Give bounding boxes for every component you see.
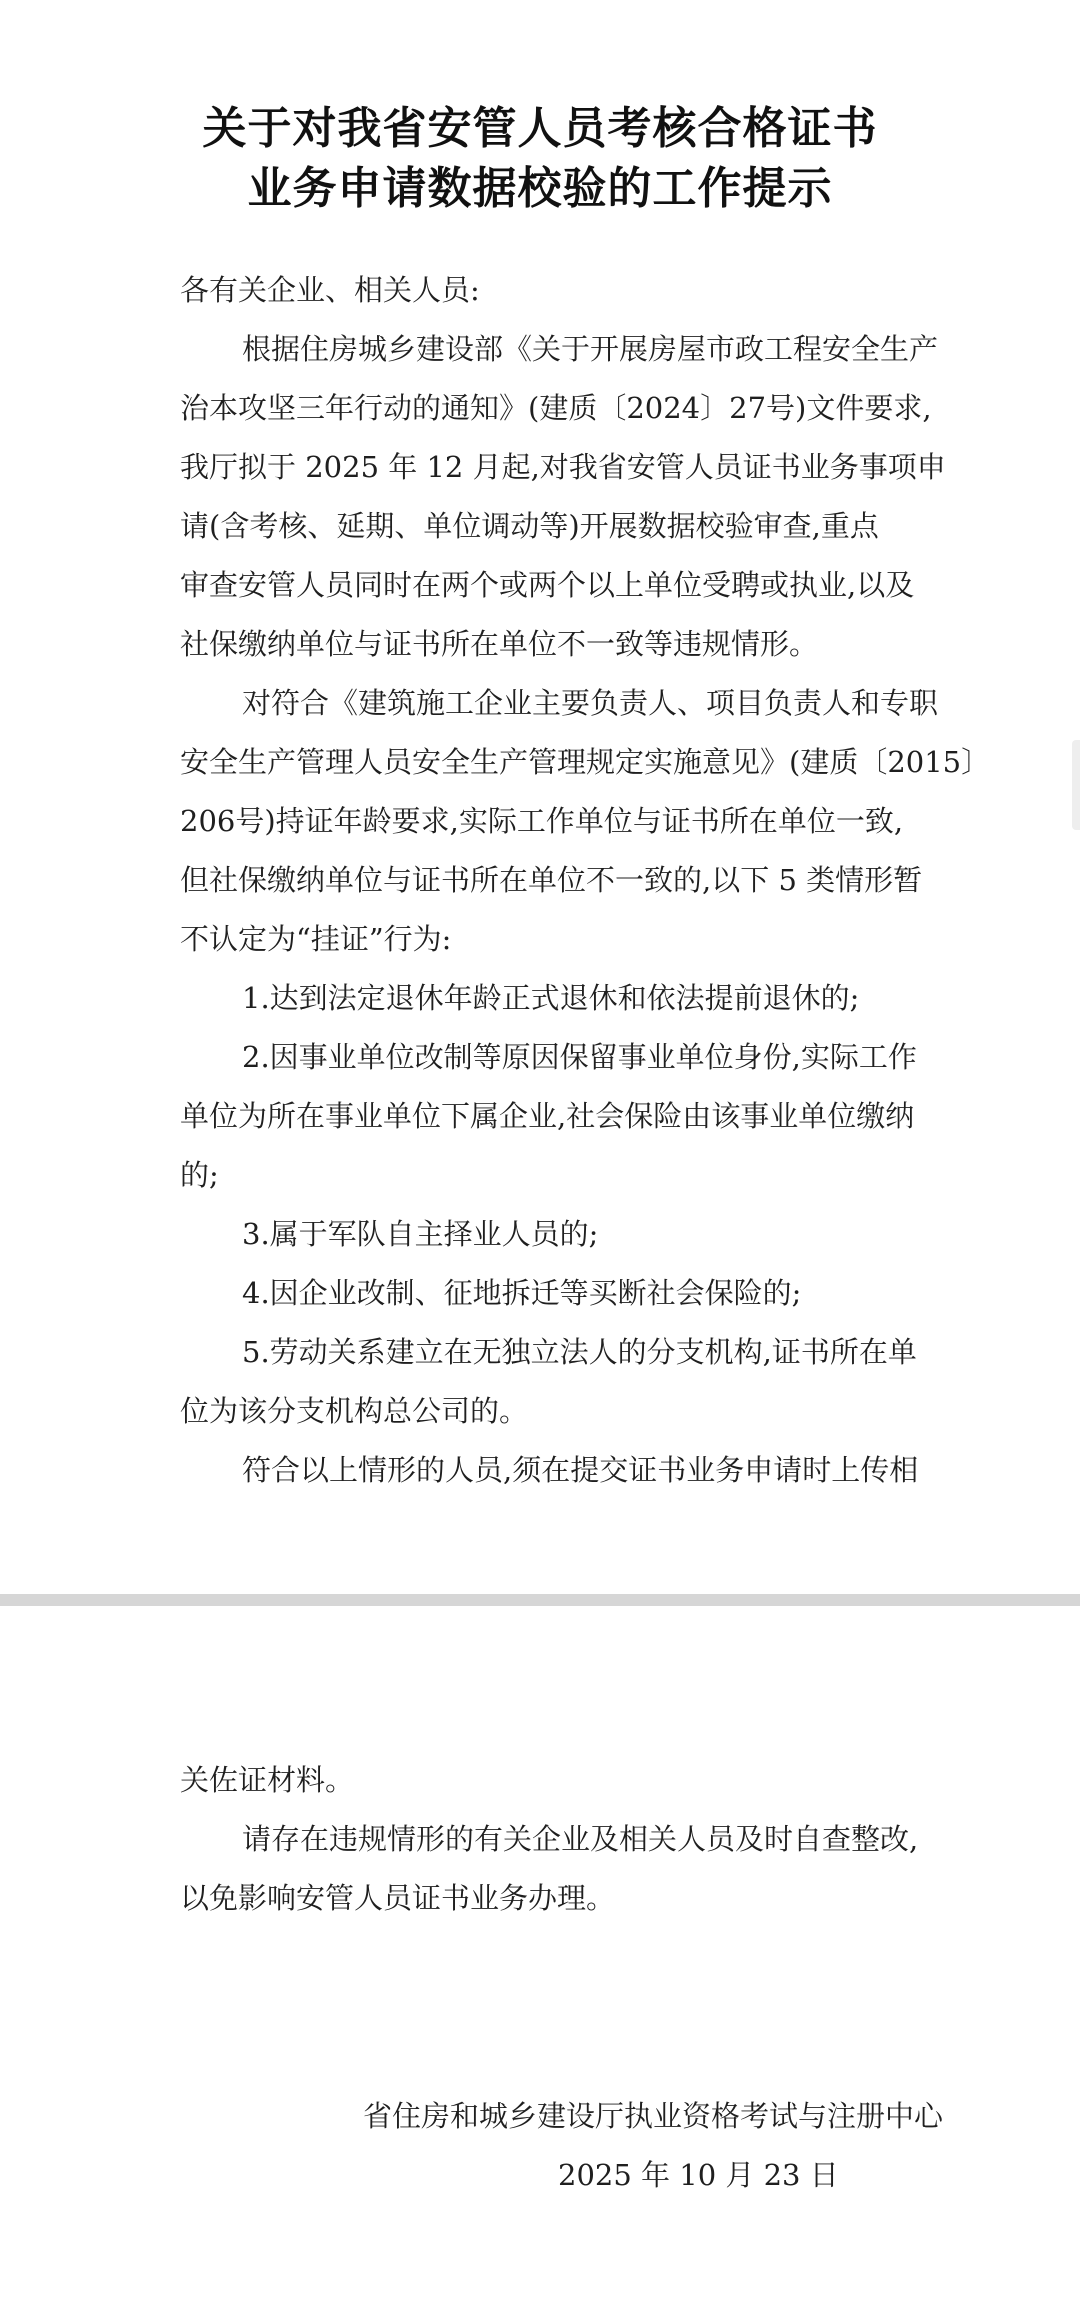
- paragraph-line: 请存在违规情形的有关企业及相关人员及时自查整改,: [242, 1822, 919, 1856]
- paragraph-line: 请(含考核、延期、单位调动等)开展数据校验审查,重点: [180, 509, 879, 543]
- paragraph-line: 的;: [180, 1158, 219, 1192]
- paragraph-line: 对符合《建筑施工企业主要负责人、项目负责人和专职: [242, 686, 939, 720]
- list-item-5: 5.劳动关系建立在无独立法人的分支机构,证书所在单: [242, 1335, 917, 1369]
- list-item-1: 1.达到法定退休年龄正式退休和依法提前退休的;: [242, 981, 860, 1015]
- paragraph-line: 不认定为“挂证”行为:: [180, 922, 452, 956]
- paragraph-line: 但社保缴纳单位与证书所在单位不一致的,以下 5 类情形暂: [180, 863, 923, 897]
- issue-date: 2025 年 10 月 23 日: [558, 2158, 839, 2192]
- title-line-1: 关于对我省安管人员考核合格证书: [202, 103, 878, 154]
- paragraph-line: 社保缴纳单位与证书所在单位不一致等违规情形。: [180, 627, 819, 661]
- page-edge-shadow: [1072, 740, 1080, 830]
- list-item-4: 4.因企业改制、征地拆迁等买断社会保险的;: [242, 1276, 802, 1310]
- paragraph-line: 我厅拟于 2025 年 12 月起,对我省安管人员证书业务事项申: [180, 450, 946, 484]
- list-item-2: 2.因事业单位改制等原因保留事业单位身份,实际工作: [242, 1040, 917, 1074]
- paragraph-line: 审查安管人员同时在两个或两个以上单位受聘或执业,以及: [180, 568, 915, 602]
- issuer-name: 省住房和城乡建设厅执业资格考试与注册中心: [363, 2099, 944, 2133]
- page-break-divider: [0, 1594, 1080, 1606]
- paragraph-line: 治本攻坚三年行动的通知》(建质〔2024〕27号)文件要求,: [180, 391, 932, 425]
- title-line-2: 业务申请数据校验的工作提示: [247, 163, 833, 214]
- paragraph-line: 根据住房城乡建设部《关于开展房屋市政工程安全生产: [242, 332, 939, 366]
- paragraph-line: 位为该分支机构总公司的。: [180, 1394, 529, 1428]
- paragraph-line: 以免影响安管人员证书业务办理。: [180, 1881, 616, 1915]
- salutation: 各有关企业、相关人员:: [180, 273, 480, 307]
- paragraph-line: 206号)持证年龄要求,实际工作单位与证书所在单位一致,: [180, 804, 904, 838]
- list-item-3: 3.属于军队自主择业人员的;: [242, 1217, 599, 1251]
- paragraph-line: 安全生产管理人员安全生产管理规定实施意见》(建质〔2015〕: [180, 745, 991, 779]
- paragraph-line: 关佐证材料。: [180, 1763, 355, 1797]
- paragraph-line: 符合以上情形的人员,须在提交证书业务申请时上传相: [242, 1453, 919, 1487]
- paragraph-line: 单位为所在事业单位下属企业,社会保险由该事业单位缴纳: [180, 1099, 915, 1133]
